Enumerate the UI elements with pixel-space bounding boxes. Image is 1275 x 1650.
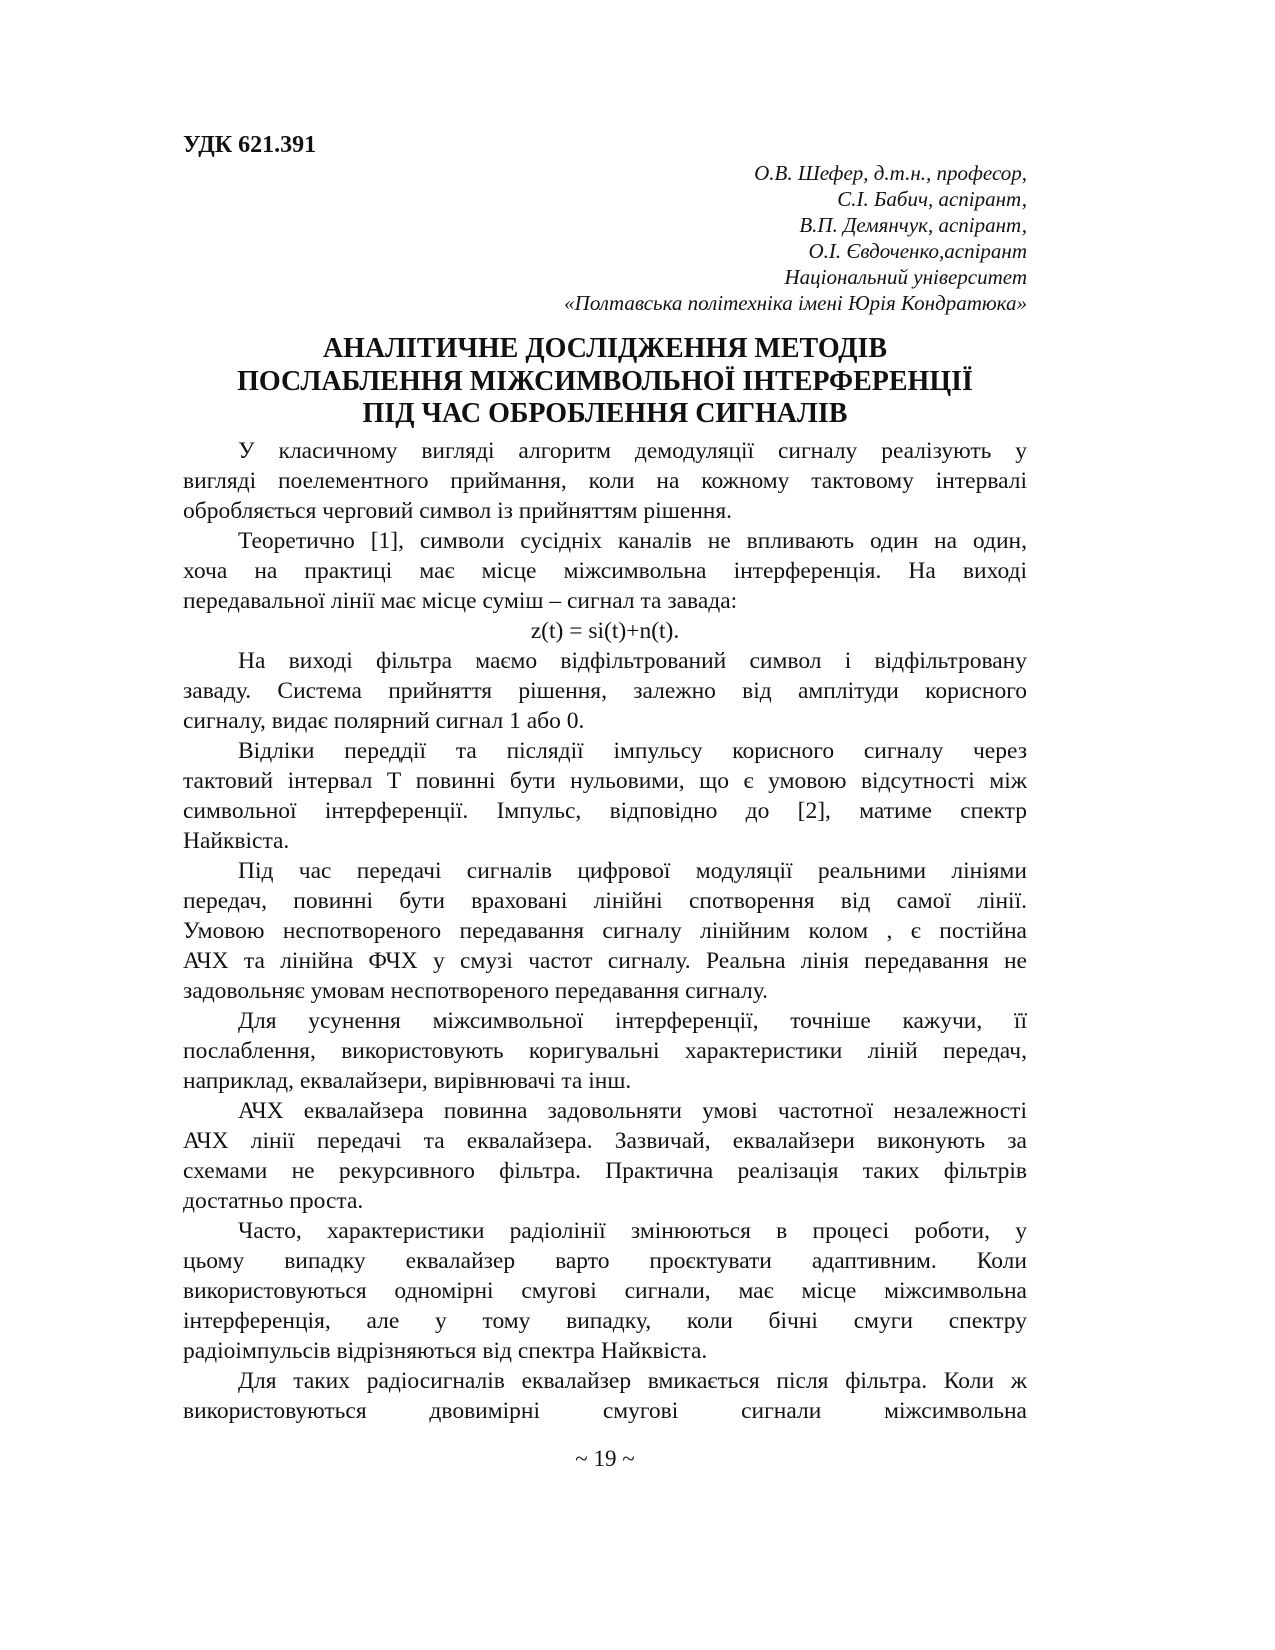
text-line: Відліки переддії та післядії імпульсу корисного сигналу через bbox=[238, 738, 1027, 764]
paragraph bbox=[183, 646, 1027, 736]
text-line: АЧХ еквалайзера повинна задовольняти умові частотної незалежності bbox=[238, 1098, 1027, 1124]
text-line: використовуються одномірні смугові сигнали, має місце міжсимвольна bbox=[183, 1278, 1027, 1304]
text-line: передач, повинні бути враховані лінійні спотворення від самої лінії. bbox=[183, 888, 1027, 914]
text-line: задовольняє умовам неспотвореного передавання сигналу. bbox=[183, 978, 768, 1004]
text-line: У класичному вигляді алгоритм демодуляції сигналу реалізують у bbox=[238, 438, 1027, 464]
text-line: АЧХ та лінійна ФЧХ у смузі частот сигналу. Реальна лінія передавання не bbox=[183, 948, 1027, 974]
paragraph bbox=[183, 1006, 1027, 1096]
title-line: АНАЛІТИЧНЕ ДОСЛІДЖЕННЯ МЕТОДІВ bbox=[322, 333, 888, 364]
text-line: символьної інтерференції. Імпульс, відповідно до [2], матиме спектр bbox=[183, 798, 1027, 824]
text-line: Умовою неспотвореного передавання сигналу лінійним колом , є постійна bbox=[183, 918, 1027, 944]
text-line: АЧХ лінії передачі та еквалайзера. Зазвичай, еквалайзери виконують за bbox=[183, 1128, 1027, 1154]
article-body bbox=[183, 436, 1027, 1426]
text-line: тактовий інтервал Т повинні бути нульовими, що є умовою відсутності між bbox=[183, 768, 1027, 794]
paragraph bbox=[183, 1366, 1027, 1426]
text-line: Теоретично [1], символи сусідніх каналів не впливають один на один, bbox=[238, 528, 1027, 554]
text-line: наприклад, еквалайзери, вирівнювачі та інш. bbox=[183, 1068, 632, 1094]
text-line: Під час передачі сигналів цифрової модуляції реальними лініями bbox=[238, 858, 1027, 884]
author-line: О.В. Шефер, д.т.н., професор, bbox=[754, 161, 1027, 185]
text-line: Для усунення міжсимвольної інтерференції, точніше кажучи, її bbox=[238, 1008, 1027, 1034]
paragraph bbox=[183, 526, 1027, 616]
text-line: передавальної лінії має місце суміш – сигнал та завада: bbox=[183, 588, 738, 614]
affiliation-line: Національний університет bbox=[784, 265, 1027, 289]
page-number: ~ 19 ~ bbox=[575, 1446, 635, 1471]
text-line: заваду. Система прийняття рішення, залежно від амплітуди корисного bbox=[183, 678, 1027, 704]
text-line: достатньо проста. bbox=[183, 1188, 364, 1214]
author-line: В.П. Демянчук, аспірант, bbox=[799, 213, 1027, 237]
text-line: обробляється черговий символ із прийняттям рішення. bbox=[183, 498, 733, 524]
text-line: хоча на практиці має місце міжсимвольна інтерференція. На виході bbox=[183, 558, 1027, 584]
text-line: Найквіста. bbox=[183, 828, 290, 854]
paragraph bbox=[183, 436, 1027, 526]
author-block bbox=[564, 160, 1027, 316]
text-line: сигналу, видає полярний сигнал 1 або 0. bbox=[183, 708, 585, 734]
text-line: радіоімпульсів відрізняються від спектра Найквіста. bbox=[183, 1338, 708, 1364]
text-line: схемами не рекурсивного фільтра. Практична реалізація таких фільтрів bbox=[183, 1158, 1027, 1184]
title-line: ПОСЛАБЛЕННЯ МІЖСИМВОЛЬНОЇ ІНТЕРФЕРЕНЦІЇ bbox=[237, 365, 973, 397]
text-line: інтерференція, але у тому випадку, коли бічні смуги спектру bbox=[183, 1308, 1027, 1334]
affiliation-line: «Полтавська політехніка імені Юрія Кондратюка» bbox=[564, 291, 1027, 315]
text-line: Часто, характеристики радіолінії змінюються в процесі роботи, у bbox=[238, 1218, 1027, 1244]
author-line: С.І. Бабич, аспірант, bbox=[837, 187, 1027, 211]
paragraph bbox=[183, 1096, 1027, 1216]
udk-code: УДК 621.391 bbox=[183, 132, 317, 158]
paragraph bbox=[183, 1216, 1027, 1366]
text-line: Для таких радіосигналів еквалайзер вмикається після фільтра. Коли ж bbox=[238, 1368, 1027, 1394]
title-line: ПІД ЧАС ОБРОБЛЕННЯ СИГНАЛІВ bbox=[362, 398, 848, 429]
text-line: послаблення, використовують коригувальні характеристики ліній передач, bbox=[183, 1038, 1027, 1064]
equation bbox=[183, 616, 1027, 646]
paragraph bbox=[183, 736, 1027, 856]
text-line: На виході фільтра маємо відфільтрований символ і відфільтровану bbox=[238, 648, 1027, 674]
article-title bbox=[0, 333, 1210, 431]
author-line: О.І. Євдоченко,аспірант bbox=[808, 239, 1027, 263]
paragraph bbox=[183, 856, 1027, 1006]
text-line: вигляді поелементного приймання, коли на кожному тактовому інтервалі bbox=[183, 468, 1027, 494]
text-line: використовуються двовимірні смугові сигнали міжсимвольна bbox=[183, 1398, 1027, 1424]
text-line: цьому випадку еквалайзер варто проєктувати адаптивним. Коли bbox=[183, 1248, 1027, 1274]
equation-text: z(t) = si(t)+n(t). bbox=[530, 618, 680, 644]
